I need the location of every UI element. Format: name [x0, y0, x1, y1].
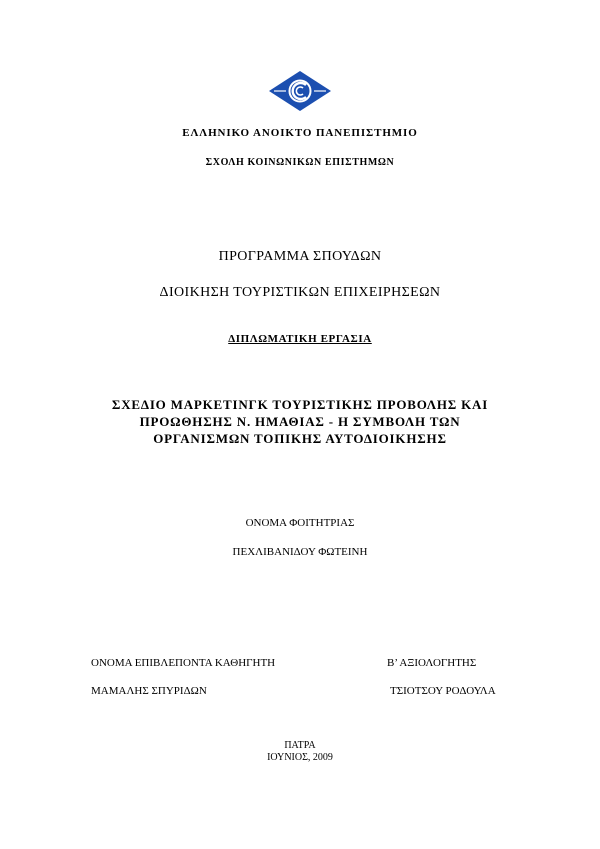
thesis-title-line-2: ΠΡΟΩΘΗΣΗΣ Ν. ΗΜΑΘΙΑΣ - Η ΣΥΜΒΟΛΗ ΤΩΝ: [139, 414, 461, 429]
evaluator-label: Β’ ΑΞΙΟΛΟΓΗΤΗΣ: [387, 657, 477, 669]
university-seal-icon: [268, 70, 332, 112]
supervisor-name: ΜΑΜΑΛΗΣ ΣΠΥΡΙΔΩΝ: [91, 685, 207, 697]
thesis-title-line-1: ΣΧΕΔΙΟ ΜΑΡΚΕΤΙΝΓΚ ΤΟΥΡΙΣΤΙΚΗΣ ΠΡΟΒΟΛΗΣ ΚΑΙ: [111, 397, 489, 412]
evaluator-name: ΤΣΙΟΤΣΟΥ ΡΟΔΟΥΛΑ: [390, 685, 496, 697]
supervisor-label: ΟΝΟΜΑ ΕΠΙΒΛΕΠΟΝΤΑ ΚΑΘΗΓΗΤΗ: [91, 657, 276, 669]
thesis-title: [0, 396, 600, 447]
program-name: ΔΙΟΙΚΗΣΗ ΤΟΥΡΙΣΤΙΚΩΝ ΕΠΙΧΕΙΡΗΣΕΩΝ: [159, 285, 441, 300]
student-label: ΟΝΟΜΑ ΦΟΙΤΗΤΡΙΑΣ: [245, 517, 355, 529]
program-label: ΠΡΟΓΡΑΜΜΑ ΣΠΟΥΔΩΝ: [218, 249, 382, 264]
student-name: ΠΕΧΛΙΒΑΝΙΔΟΥ ΦΩΤΕΙΝΗ: [232, 546, 368, 558]
thesis-label: ΔΙΠΛΩΜΑΤΙΚΗ ΕΡΓΑΣΙΑ: [228, 333, 372, 345]
city: ΠΑΤΡΑ: [284, 740, 316, 751]
university-name: ΕΛΛΗΝΙΚΟ ΑΝΟΙΚΤΟ ΠΑΝΕΠΙΣΤΗΜΙΟ: [182, 127, 418, 139]
date: ΙΟΥΝΙΟΣ, 2009: [267, 752, 333, 763]
school-name: ΣΧΟΛΗ ΚΟΙΝΩΝΙΚΩΝ ΕΠΙΣΤΗΜΩΝ: [205, 157, 395, 168]
thesis-title-line-3: ΟΡΓΑΝΙΣΜΩΝ ΤΟΠΙΚΗΣ ΑΥΤΟΔΙΟΙΚΗΣΗΣ: [153, 431, 447, 446]
